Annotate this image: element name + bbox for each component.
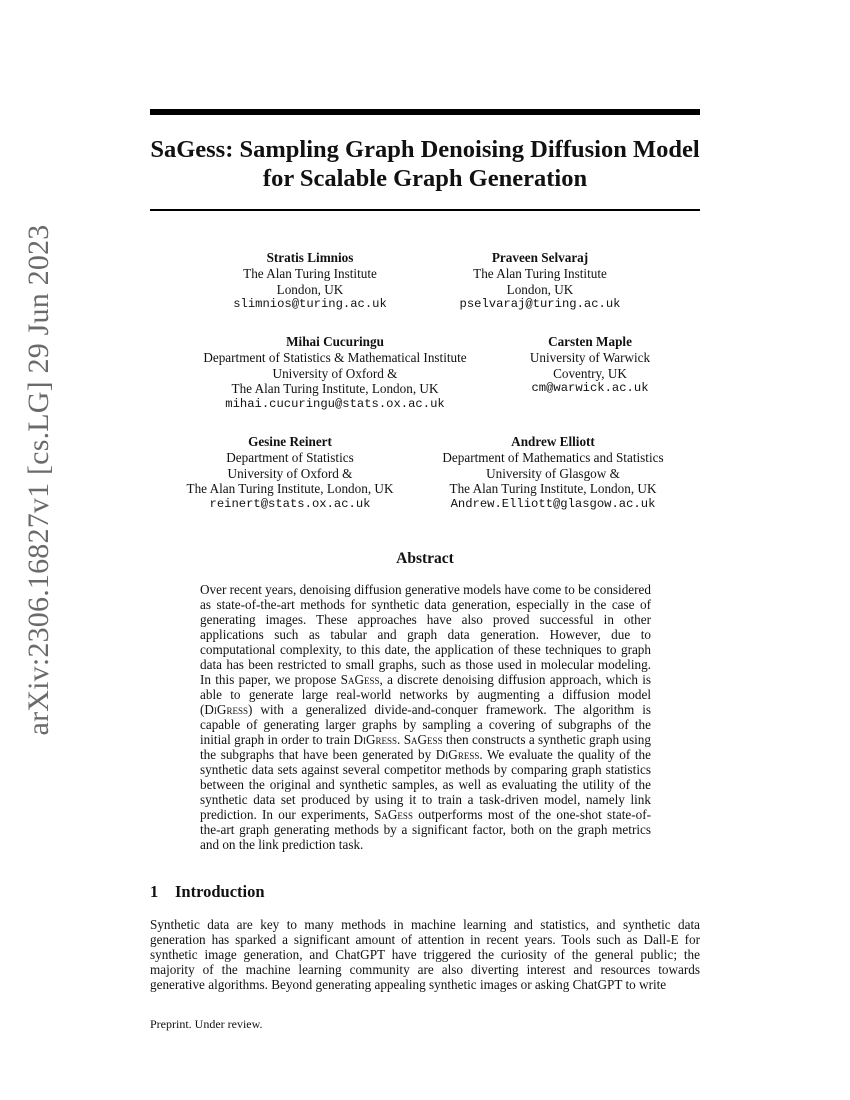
abstract-heading: Abstract	[396, 550, 454, 567]
title-bottom-rule	[150, 209, 700, 211]
method-name: DiGress	[353, 732, 398, 747]
footer-note: Preprint. Under review.	[150, 1017, 263, 1031]
method-name: SaGess	[403, 732, 443, 747]
author-email[interactable]: reinert@stats.ox.ac.uk	[209, 497, 371, 512]
author-affiliation: London, UK	[506, 281, 574, 297]
author-affiliation: The Alan Turing Institute	[473, 265, 607, 281]
abstract-body	[200, 582, 651, 852]
abstract-text: outperforms most of the one-shot state-of-the-art graph generating methods by a significant factor, both on the graph metrics and on the link prediction task.	[200, 807, 651, 852]
author-affiliation: University of Warwick	[529, 349, 651, 365]
method-name: SaGess	[340, 672, 380, 687]
author-name: Stratis Limnios	[266, 250, 354, 265]
title-top-rule	[150, 109, 700, 115]
author-affiliation: University of Oxford &	[227, 465, 353, 481]
author-affiliation: The Alan Turing Institute, London, UK	[186, 481, 394, 497]
introduction-paragraph: Synthetic data are key to many methods in machine learning and statistics, and synthetic data generation has sparked a significant amount of attention in recent years. Tools such as Dall-E for synthetic image generation, and ChatGPT have triggered the curiosity of the general public; the majority of the machine learning community are also diverting interest and resources towards generative algorithms. Beyond generating appealing synthetic images or asking ChatGPT to write	[150, 917, 700, 992]
section-title: Introduction	[175, 882, 265, 901]
author-email[interactable]: slimnios@turing.ac.uk	[233, 297, 387, 312]
author-affiliation: Coventry, UK	[553, 365, 627, 381]
method-name: DiGress	[204, 702, 248, 717]
author-name: Mihai Cucuringu	[286, 334, 384, 349]
paper-title	[150, 135, 700, 193]
abstract-text: then constructs a synthetic graph using the subgraphs that have been generated by	[200, 732, 651, 762]
author-email[interactable]: Andrew.Elliott@glasgow.ac.uk	[450, 497, 656, 512]
abstract-text: Over recent years, denoising diffusion generative models have come to be considered as state-of-the-art methods for synthetic data generation, especially in the case of generating images. These approaches have also proved successful in other applications such as tabular and graph data generation. However, due to computational complexity, to this date, the application of these techniques to graph data has been restricted to small graphs, such as those used in molecular modeling. In this paper, we propose	[200, 582, 651, 687]
author-affiliation: The Alan Turing Institute, London, UK	[231, 381, 439, 397]
author-email[interactable]: mihai.cucuringu@stats.ox.ac.uk	[225, 397, 445, 412]
author-affiliation: University of Glasgow &	[486, 465, 620, 481]
arxiv-stamp[interactable]: arXiv:2306.16827v1 [cs.LG] 29 Jun 2023	[22, 224, 55, 736]
author-affiliation: Department of Mathematics and Statistics	[442, 449, 664, 465]
section-heading-introduction	[150, 882, 265, 902]
title-line-2: for Scalable Graph Generation	[262, 165, 588, 192]
author-affiliation: Department of Statistics	[226, 449, 354, 465]
method-name: SaGess	[374, 807, 413, 822]
author-block	[423, 434, 683, 513]
author-email[interactable]: cm@warwick.ac.uk	[531, 381, 649, 396]
title-line-1: SaGess: Sampling Graph Denoising Diffusion Model	[150, 136, 700, 163]
author-block	[170, 434, 410, 513]
author-name: Andrew Elliott	[511, 434, 595, 449]
author-email[interactable]: pselvaraj@turing.ac.uk	[459, 297, 621, 312]
author-block	[185, 334, 485, 413]
author-affiliation: Department of Statistics & Mathematical Institute	[203, 349, 467, 365]
author-name: Carsten Maple	[548, 334, 632, 349]
author-affiliation: The Alan Turing Institute	[243, 265, 377, 281]
author-affiliation: University of Oxford &	[272, 365, 398, 381]
author-block	[420, 250, 660, 313]
abstract-text: , a discrete denoising diffusion approach, which is able to generate large real-world networks by augmenting a diffusion model (	[200, 672, 651, 717]
section-number: 1	[150, 882, 159, 901]
author-block	[190, 250, 430, 313]
author-affiliation: London, UK	[276, 281, 344, 297]
author-name: Praveen Selvaraj	[491, 250, 589, 265]
author-affiliation: The Alan Turing Institute, London, UK	[449, 481, 657, 497]
abstract-text: ) with a generalized divide-and-conquer framework. The algorithm is capable of generating larger graphs by sampling a covering of subgraphs of the initial graph in order to train	[200, 702, 651, 747]
method-name: DiGress	[435, 747, 480, 762]
author-block	[500, 334, 680, 397]
abstract-text: . We evaluate the quality of the synthetic data sets against several competitor methods by comparing graph statistics between the original and synthetic samples, as well as evaluating the utility of the synthetic data set produced by using it to train a task-driven model, namely link prediction. In our experiments,	[200, 747, 651, 822]
abstract-text: .	[397, 732, 404, 747]
author-name: Gesine Reinert	[248, 434, 332, 449]
